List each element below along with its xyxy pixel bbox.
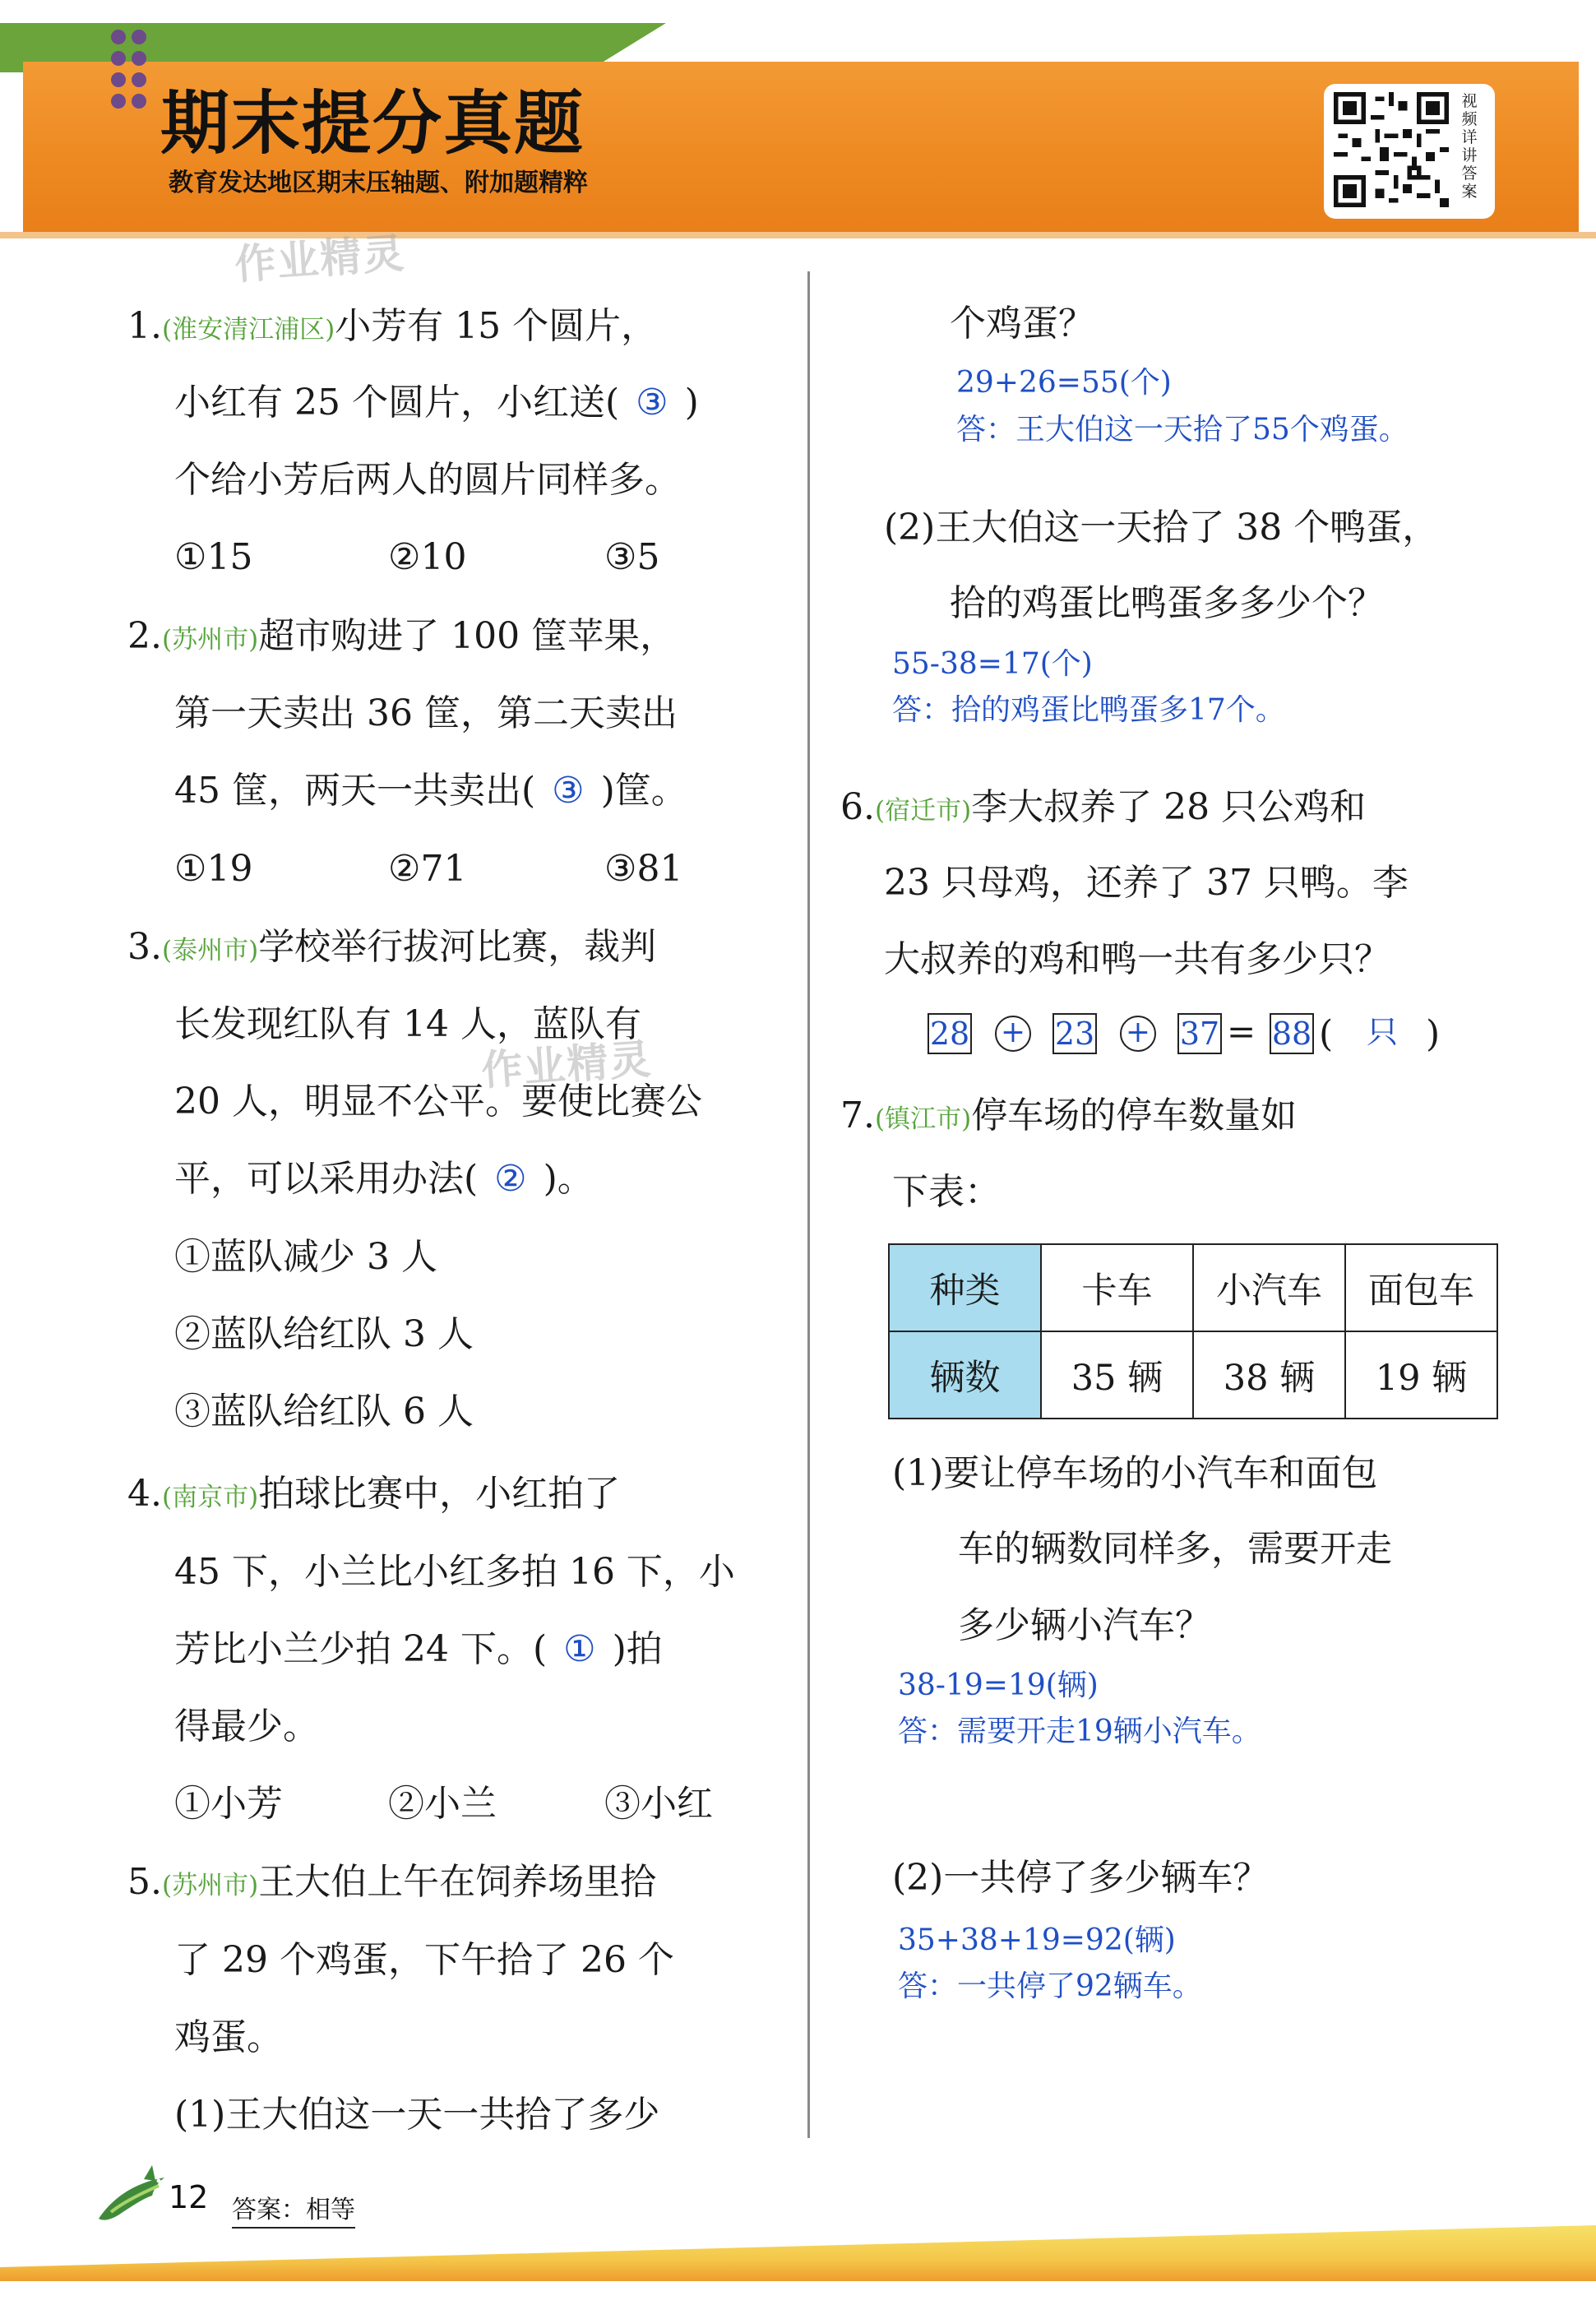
q1-answer: ③ — [636, 382, 668, 424]
dolphin-icon — [95, 2161, 177, 2227]
q1-line2a: 小红有 25 个圆片，小红送( — [174, 382, 620, 424]
table-row — [889, 1331, 1497, 1419]
q5-line2: 了 29 个鸡蛋，下午拾了 26 个 — [174, 1939, 674, 1981]
q4-option-1: ①小芳 — [174, 1783, 283, 1825]
column-divider — [807, 271, 810, 2138]
q7-part1-answer: 答：需要开走19辆小汽车。 — [898, 1715, 1261, 1748]
q1-line2b: ) — [684, 382, 699, 424]
table-cell: 35 辆 — [1041, 1331, 1193, 1419]
q7-source: (镇江市) — [874, 1104, 972, 1134]
q7-number: 7. — [840, 1095, 875, 1136]
q6-unit-open: ( — [1319, 1013, 1334, 1055]
q5-part1-line2: 个鸡蛋？ — [950, 303, 1094, 345]
qr-panel[interactable] — [1324, 84, 1495, 219]
q3-number: 3. — [127, 926, 162, 968]
table-cell: 38 辆 — [1193, 1331, 1345, 1419]
q7-part1-line2: 车的辆数同样多，需要开走 — [958, 1528, 1392, 1570]
q6-unit: 只 — [1367, 1014, 1399, 1050]
q5-line3: 鸡蛋。 — [174, 2016, 283, 2058]
q2-line1: 超市购进了 100 筐苹果， — [258, 615, 677, 657]
q1-number: 1. — [127, 305, 162, 347]
table-cell: 辆数 — [889, 1331, 1041, 1419]
table-cell: 19 辆 — [1345, 1331, 1497, 1419]
q6-box-result: 88 — [1270, 1013, 1314, 1054]
q3-line3: 20 人，明显不公平。要使比赛公 — [174, 1081, 702, 1122]
q7-part1-line1: (1)要让停车场的小汽车和面包 — [892, 1452, 1378, 1494]
q2-number: 2. — [127, 615, 162, 657]
q5-part2-line2: 拾的鸡蛋比鸭蛋多多少个？ — [950, 582, 1384, 624]
q6-plus-1: + — [995, 1016, 1031, 1052]
q7-part2-answer: 答：一共停了92辆车。 — [898, 1969, 1202, 2003]
q4-line1: 拍球比赛中，小红拍了 — [258, 1473, 621, 1515]
q6-number: 6. — [840, 786, 875, 828]
q2-option-1: ①19 — [174, 848, 253, 890]
watermark-middle: 作业精灵 — [479, 1034, 655, 1095]
q6-plus-2: + — [1120, 1016, 1156, 1052]
q5-part1-answer: 答：王大伯这一天拾了55个鸡蛋。 — [956, 413, 1409, 447]
q4-line3b: )拍 — [612, 1628, 663, 1670]
q6-box-2: 23 — [1052, 1013, 1097, 1054]
q4-option-3: ③小红 — [604, 1783, 713, 1825]
q5-number: 5. — [127, 1861, 162, 1903]
q3-line2: 长发现红队有 14 人，蓝队有 — [174, 1003, 641, 1045]
q2-answer: ③ — [552, 770, 585, 812]
q2-option-3: ③81 — [604, 848, 683, 890]
q5-part2-calc: 55-38=17(个) — [892, 647, 1093, 681]
q5-part2-answer: 答：拾的鸡蛋比鸭蛋多17个。 — [892, 693, 1285, 727]
q4-answer: ① — [563, 1628, 596, 1670]
q4-number: 4. — [127, 1473, 162, 1515]
q2-line3a: 45 筐，两天一共卖出( — [174, 770, 536, 812]
q6-line1: 李大叔养了 28 只公鸡和 — [971, 786, 1367, 828]
q1-option-3: ③5 — [604, 536, 660, 578]
q6-box-3: 37 — [1177, 1013, 1222, 1054]
q2-line2: 第一天卖出 36 筐，第二天卖出 — [174, 692, 678, 734]
q3-line4a: 平，可以采用办法( — [174, 1158, 479, 1200]
page-subtitle: 教育发达地区期末压轴题、附加题精粹 — [169, 169, 588, 197]
q1-line3: 个给小芳后两人的圆片同样多。 — [174, 459, 681, 501]
watermark-top: 作业精灵 — [233, 229, 408, 289]
footer-band — [0, 2225, 1596, 2281]
q7-line2: 下表： — [892, 1171, 1001, 1213]
table-cell: 卡车 — [1041, 1244, 1193, 1331]
q7-part2-calc: 35+38+19=92(辆) — [898, 1923, 1176, 1957]
q7-part1-line3: 多少辆小汽车？ — [958, 1604, 1211, 1646]
q6-source: (宿迁市) — [874, 796, 972, 826]
q5-line1: 王大伯上午在饲养场里拾 — [258, 1861, 657, 1903]
footer-answer-note: 答案：相等 — [232, 2189, 355, 2229]
q7-part2-line1: (2)一共停了多少辆车？ — [892, 1857, 1270, 1899]
q6-line3: 大叔养的鸡和鸭一共有多少只？ — [884, 938, 1390, 980]
q4-option-2: ②小兰 — [388, 1783, 497, 1825]
q1-option-2: ②10 — [388, 536, 467, 578]
q3-line4b: )。 — [543, 1158, 594, 1200]
q2-option-2: ②71 — [388, 848, 467, 890]
q4-line4: 得最少。 — [174, 1706, 319, 1747]
q3-source: (泰州市) — [161, 936, 259, 965]
q3-option-3: ③蓝队给红队 6 人 — [174, 1391, 474, 1433]
q3-option-2: ②蓝队给红队 3 人 — [174, 1313, 474, 1355]
q4-line2: 45 下，小兰比小红多拍 16 下，小 — [174, 1551, 735, 1593]
q5-part2-line1: (2)王大伯这一天拾了 38 个鸭蛋， — [884, 507, 1439, 548]
q7-part1-calc: 38-19=19(辆) — [898, 1669, 1099, 1702]
table-cell: 面包车 — [1345, 1244, 1497, 1331]
q1-line1: 小芳有 15 个圆片， — [335, 305, 658, 347]
q5-source: (苏州市) — [161, 1871, 259, 1900]
q4-line3a: 芳比小兰少拍 24 下。( — [174, 1628, 548, 1670]
q6-line2: 23 只母鸡，还养了 37 只鸭。李 — [884, 862, 1409, 904]
q5-part1-line1: (1)王大伯这一天一共拾了多少 — [174, 2094, 660, 2136]
table-cell: 小汽车 — [1193, 1244, 1345, 1331]
table-cell: 种类 — [889, 1244, 1041, 1331]
q2-line3b: )筐。 — [600, 770, 687, 812]
qr-code-icon — [1334, 92, 1449, 207]
q1-source: (淮安清江浦区) — [161, 315, 335, 345]
page-title: 期末提分真题 — [160, 83, 585, 164]
q7-line1: 停车场的停车数量如 — [971, 1095, 1298, 1136]
q6-equals: = — [1227, 1011, 1256, 1052]
q4-source: (南京市) — [161, 1483, 259, 1512]
qr-label: 视频详讲答案 — [1461, 92, 1478, 201]
q5-part1-calc: 29+26=55(个) — [956, 366, 1172, 400]
table-row — [889, 1244, 1497, 1331]
q3-line1: 学校举行拔河比赛，裁判 — [258, 926, 657, 968]
q2-source: (苏州市) — [161, 625, 259, 655]
q3-option-1: ①蓝队减少 3 人 — [174, 1236, 437, 1278]
q6-box-1: 28 — [928, 1013, 972, 1054]
q6-unit-close: ) — [1426, 1013, 1441, 1055]
parking-table — [888, 1243, 1498, 1419]
page-number: 12 — [169, 2179, 209, 2215]
q3-answer: ② — [494, 1158, 527, 1200]
q1-option-1: ①15 — [174, 536, 253, 578]
